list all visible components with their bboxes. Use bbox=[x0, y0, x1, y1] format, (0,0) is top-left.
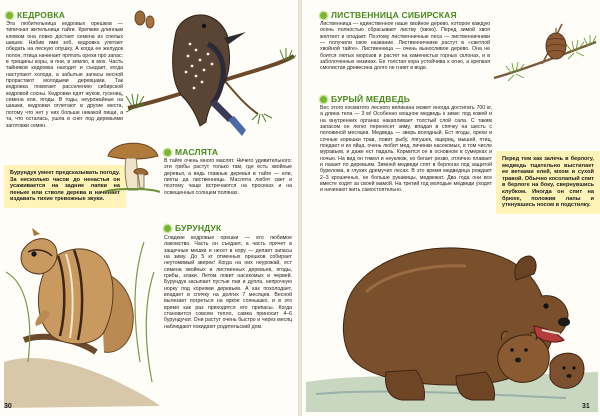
bear-illustration bbox=[306, 222, 598, 412]
medved-callout: Перед тем как залечь в берлогу, медведь тщательно выстилает ее ветками елей, мхом и сухой травой. Обычно косолапый спит в берлоге на боку, свернувшись клубком. Иногда он спит на брюхе, положив лапы и уткнувшись носом в подстилку. bbox=[496, 151, 600, 214]
page-number-right: 31 bbox=[582, 403, 590, 410]
burunduk-callout: Бурундук умеет предсказывать погоду. За несколько часов до ненастья он усаживается на задние лапки на пеньке или стволе дерева и начинает издавать тихие тревожные звуки. bbox=[4, 165, 126, 208]
bullet-icon bbox=[164, 149, 171, 156]
listvennitsa-text: Лиственница — единственное наше хвойное дерево, которое каждую осень полностью сбрасывает листву (хвою). Перед зимой хвоя желтеет и опадает. Поэтому лиственничные леса — лиственничники — получили свое название. Лиственничники растут в «светлой хвойной тайге». Лиственница — очень выносливое дерево. Она не боится лютых морозов и растет на каменистых горных склонах, и в заболоченных низинах. Ее толстая кора устойчива к огню, а крепкая смолистая древесина долго не гниет в воде. bbox=[320, 21, 490, 72]
bullet-icon bbox=[320, 12, 327, 19]
medved-title: БУРЫЙ МЕДВЕДЬ bbox=[331, 94, 411, 104]
burunduk-title: БУРУНДУК bbox=[175, 223, 222, 233]
listvennitsa-heading bbox=[320, 10, 457, 20]
page-number-left: 30 bbox=[4, 403, 12, 410]
chipmunk-illustration bbox=[4, 212, 160, 408]
kedrovka-title: КЕДРОВКА bbox=[17, 10, 66, 20]
bullet-icon bbox=[164, 225, 171, 232]
maslyata-heading bbox=[164, 147, 218, 157]
larch-branch-illustration bbox=[492, 6, 598, 90]
medved-text: Вес этого косматого лесного великана может иногда достигать 700 кг, а длина тела — 3 м! Особенно мощное медведь к зиме: под кожей и на внутренних органах накапливает толстый слой сала. С таким запасом он легко перенесет зиму, впадая в спячку на шесть с половиной месяцев. Медведь — зверь всеядный. Ест ягоды, орехи и сочные корешки трав, ловит рыбу, лягушек, ящериц, мышей, птиц, поедает и их яйца, очень любит мед, личинки насекомых, в том числе муравьев, и даже ест падаль. Кормится он в основном в сумерках и ночью. На вид он тяжел и неуклюж, но бегает резво, отлично плавает и лазает по деревьям. Зимней медведи спят в берлогах под защитой бурелома, в глухих дремучих лесах. В это время медведица рождает 2–3 крошечных, не больше рукавицы, медвежат. Два года они все вместе ходят за своей мамой. На третий год молодые медведи уходят и начинают жить самостоятельно. bbox=[320, 105, 492, 194]
bullet-icon bbox=[320, 96, 327, 103]
maslyata-text: В тайге очень много маслят. Ничего удивительного: эти грибы растут только там, где есть хвойные деревья, а ведь главные деревья в тайге — ели, пихты да лиственницы. Маслята любят свет и поэтому чаще встречаются на просеках и на освещенных солнцем полянах. bbox=[164, 158, 292, 196]
bullet-icon bbox=[6, 12, 13, 19]
kedrovka-heading bbox=[6, 10, 65, 20]
burunduk-heading bbox=[164, 223, 221, 233]
listvennitsa-title: ЛИСТВЕННИЦА СИБИРСКАЯ bbox=[331, 10, 457, 20]
maslyata-title: МАСЛЯТА bbox=[175, 147, 219, 157]
right-page bbox=[302, 0, 600, 416]
medved-heading bbox=[320, 94, 410, 104]
mushroom-illustration bbox=[104, 132, 160, 194]
left-page bbox=[0, 0, 298, 416]
burunduk-text: Сладкие кедровые орешки — его любимое лакомство. Часть он съедает, а часть прячет в защечные мешки и несет в нору — делает запасы на зиму. До 5 кг отменных орешков собирает неутомимый зверек! Когда на них неурожай, ест семена хвойных и лиственных деревьев, ягоды, грибы, злаки. Летом ловит насекомых и червей. Бурундук засыпает пустые пни и дупла, непрочную норку под корнями деревьев. А как похолодает, впадает в спячку на долгих 7 месяцев. Весной вылезает погреться на яркое солнышко, и в это время как раз приходится его припасы. Когда становится совсем тепло, самка приносит 4–6 бурундучат. Они растут очень быстро и через месяц наблюдают покидают родительский дом. bbox=[164, 235, 292, 330]
kedrovka-text: Эта любительница кедровых орешков — типичная жительница тайги. Крепким длинным клювом она ловко достает семена из спелых шишек. Набив ими зоб, кедровка улетает обедать на лесную опушку. А когда ее желудок полон, птица начинает прятать орехи про запас: в трещины коры, в пни, в землю, в мох. Часть тайников кедровка находит и съедает, когда наступают холода, а забытые запасы весной прорастают молодыми деревцами. Так кедровка помогает расселению сибирской кедровой сосны. Кедровки едят жуков, гусениц, семена ели, ягоды. В годы, неурожайные на шишки, кедровки отлетают в другие места, потому что нет у них больше никакой пищи, а та, что осталась, ушла в снег под деревьями заготовки семян. bbox=[6, 21, 123, 129]
